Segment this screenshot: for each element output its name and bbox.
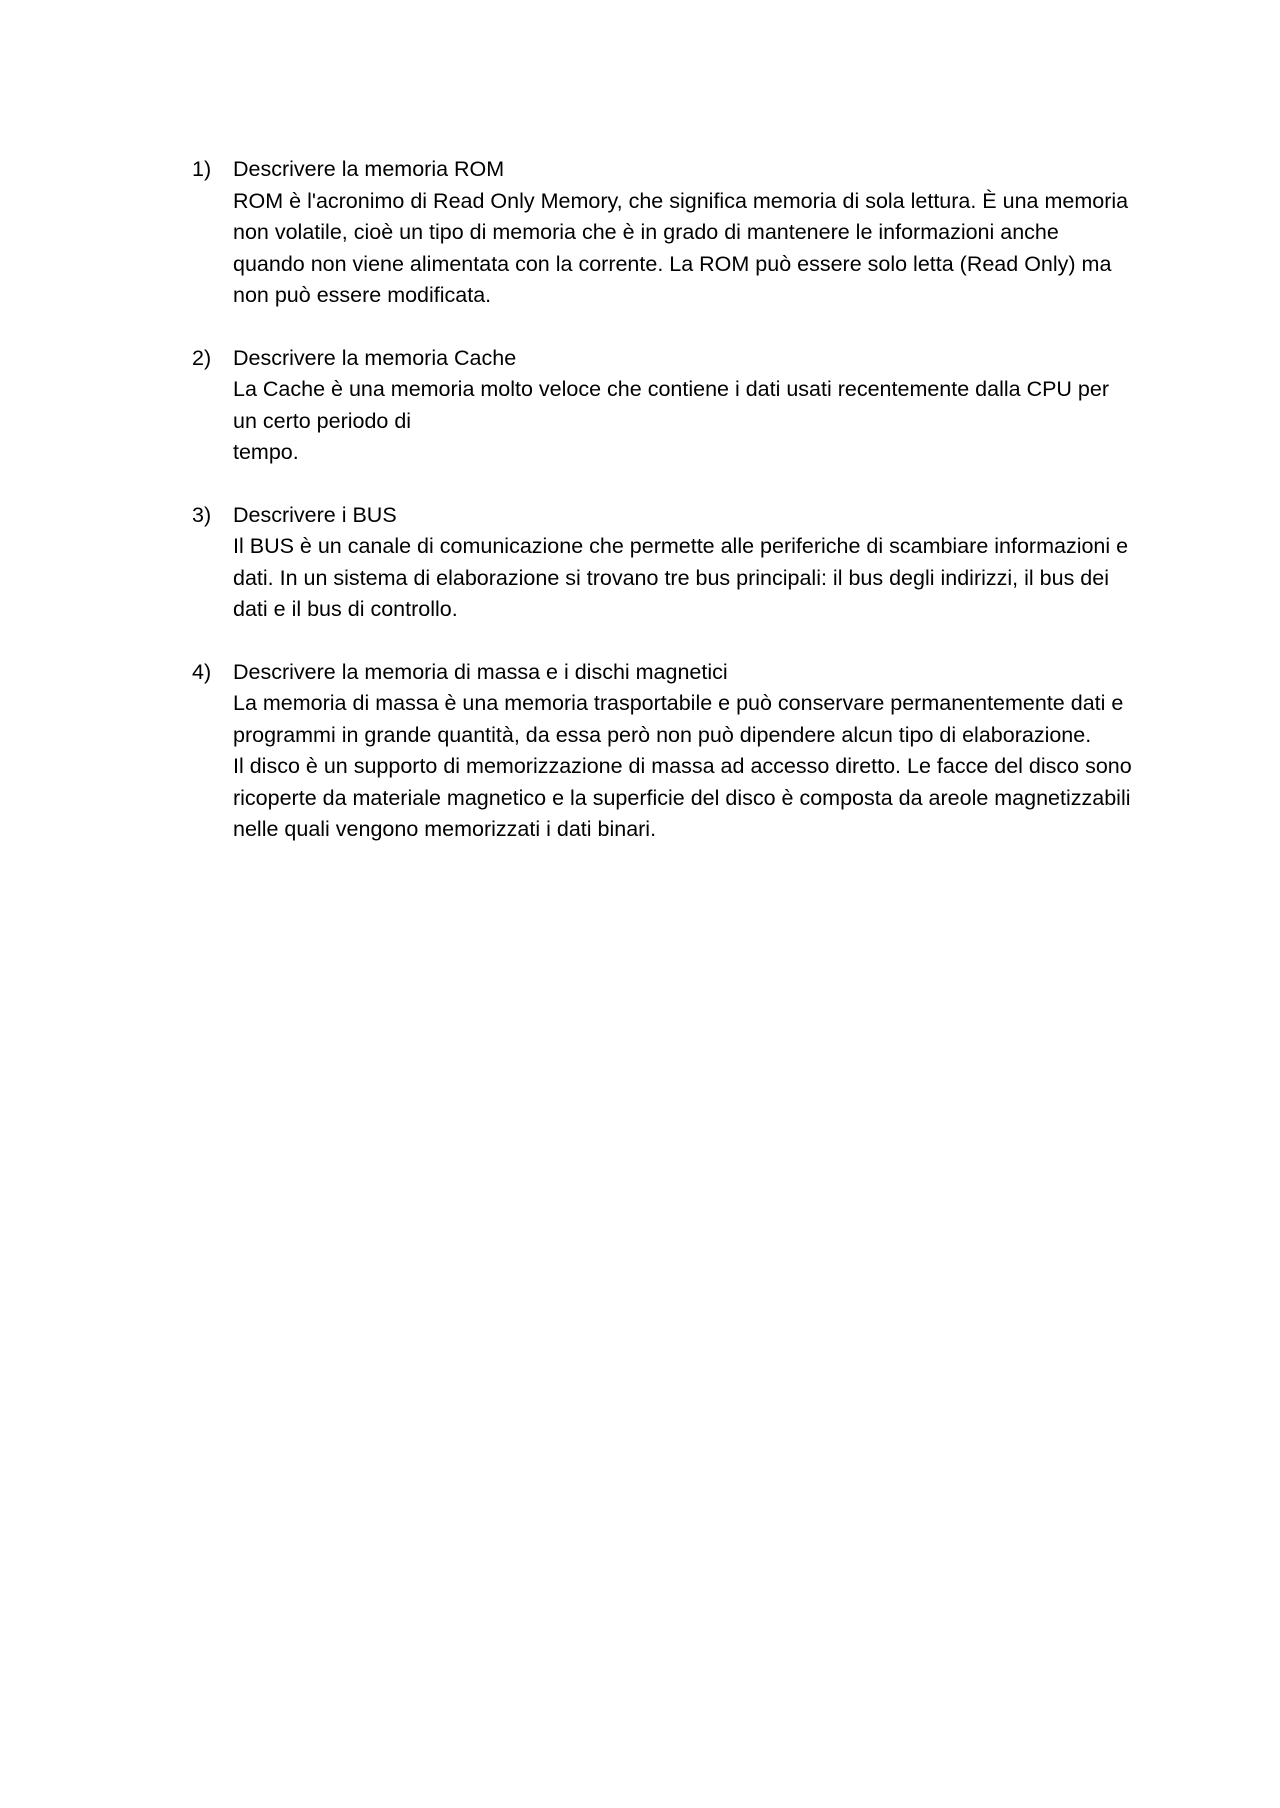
question-item-cache	[192, 343, 1132, 469]
answer-paragraph: La Cache è una memoria molto veloce che contiene i dati usati recentemente dalla CPU per un certo periodo di	[233, 377, 1110, 433]
item-number: 2)	[192, 345, 212, 370]
answer-paragraph: tempo.	[233, 440, 299, 464]
item-number: 1)	[192, 157, 212, 181]
item-title: Descrivere i BUS	[233, 502, 397, 527]
question-item-rom	[192, 154, 1132, 312]
answer-paragraph: ROM è l'acronimo di Read Only Memory, che significa memoria di sola lettura. È una memoria non volatile, cioè un tipo di memoria che è in grado di mantenere le informazioni anche quando non viene alimentata con la corrente. La ROM può essere solo letta (Read Only) ma non può essere modificata.	[233, 188, 1129, 307]
item-number: 4)	[192, 659, 212, 684]
item-number: 3)	[192, 502, 212, 527]
answer-paragraph: Il disco è un supporto di memorizzazione di massa ad accesso diretto. Le facce del disco sono ricoperte da materiale magnetico e la superficie del disco è composta da areole magnetizzabili nelle quali vengono memorizzati i dati binari.	[233, 754, 1132, 841]
item-title: Descrivere la memoria Cache	[233, 345, 517, 370]
question-list	[192, 154, 1132, 877]
item-title: Descrivere la memoria ROM	[233, 157, 505, 181]
item-title: Descrivere la memoria di massa e i dischi magnetici	[233, 659, 728, 684]
question-item-bus	[192, 500, 1132, 626]
answer-paragraph: La memoria di massa è una memoria trasportabile e può conservare permanentemente dati e programmi in grande quantità, da essa però non può dipendere alcun tipo di elaborazione.	[233, 691, 1124, 747]
question-item-mass-storage	[192, 657, 1132, 846]
answer-paragraph: Il BUS è un canale di comunicazione che permette alle periferiche di scambiare informazioni e dati. In un sistema di elaborazione si trovano tre bus principali: il bus degli indirizzi, il bus dei dati e il bus di controllo.	[233, 534, 1129, 621]
